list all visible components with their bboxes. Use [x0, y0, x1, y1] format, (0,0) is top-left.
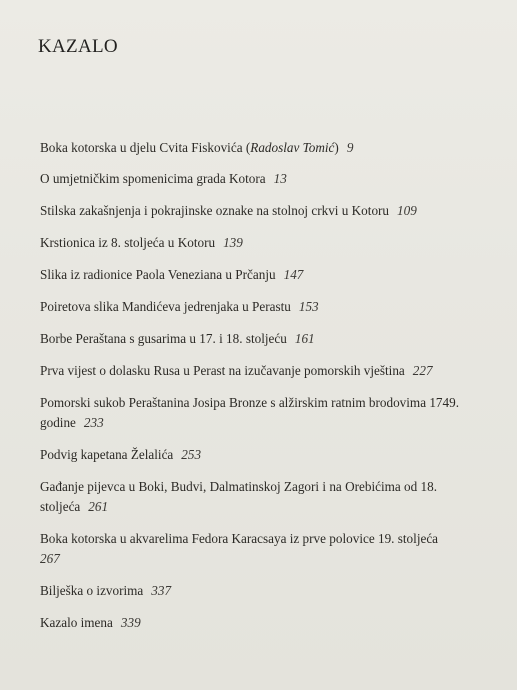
toc-entry-title: Poiretova slika Mandićeva jedrenjaka u Perastu: [40, 299, 291, 314]
toc-entry-title: Krstionica iz 8. stoljeća u Kotoru: [40, 235, 216, 250]
page-title: KAZALO: [38, 36, 118, 57]
toc-entry-page: 337: [151, 583, 172, 598]
toc-entry-page: 261: [88, 499, 109, 514]
toc-entry-page: 339: [120, 615, 141, 630]
toc-entry-page: 233: [83, 415, 104, 430]
toc-entry: [40, 297, 480, 317]
toc-entry-page: 161: [294, 331, 315, 346]
toc-entry-page: 153: [298, 299, 319, 314]
toc-entry: [40, 329, 480, 349]
toc-entry: [40, 529, 480, 569]
toc-entry: [40, 393, 480, 433]
toc-entry: [40, 169, 480, 189]
table-of-contents: [40, 138, 480, 633]
toc-entry: [40, 265, 480, 285]
toc-entry: [40, 361, 480, 381]
toc-entry-page: 139: [223, 235, 243, 250]
toc-entry-title: Borbe Peraštana s gusarima u 17. i 18. stoljeću: [40, 331, 287, 346]
toc-entry-title: Bilješka o izvorima: [40, 583, 144, 598]
toc-entry: [40, 445, 480, 465]
toc-entry: Boka kotorska u djelu Cvita Fiskovića (Radoslav Tomić) 9: [40, 140, 354, 155]
toc-entry-title: Boka kotorska u akvarelima Fedora Karacsaya iz prve polovice 19. stoljeća: [40, 531, 439, 546]
toc-entry-page: 147: [283, 267, 304, 282]
toc-entry-page: 109: [397, 203, 417, 218]
toc-entry-title: Slika iz radionice Paola Veneziana u Prčanju: [40, 267, 276, 282]
toc-entry-title: O umjetničkim spomenicima grada Kotora: [40, 171, 266, 186]
toc-entry: [40, 477, 480, 517]
toc-entry: [40, 613, 480, 633]
toc-entry-page: 9: [346, 140, 354, 155]
toc-entry: [40, 233, 480, 253]
toc-entry-title: Kazalo imena: [40, 615, 113, 630]
toc-entry-page: 13: [273, 171, 287, 186]
toc-entry-page: 253: [181, 447, 202, 462]
toc-entry-title: Prva vijest o dolasku Rusa u Perast na izučavanje pomorskih vještina: [40, 363, 405, 378]
toc-entry-title: Boka kotorska u djelu Cvita Fiskovića: [40, 140, 243, 155]
toc-entry-title: Podvig kapetana Želalića: [40, 447, 174, 462]
toc-entry-page: 227: [412, 363, 433, 378]
toc-entry: [40, 581, 480, 601]
toc-entry-author: Radoslav Tomić: [250, 140, 335, 155]
toc-entry-title: Pomorski sukob Peraštanina Josipa Bronze s alžirskim ratnim brodovima 1749. godine: [40, 395, 460, 430]
toc-entry-page: 267: [40, 551, 60, 566]
toc-entry-title: Stilska zakašnjenja i pokrajinske oznake na stolnoj crkvi u Kotoru: [40, 203, 390, 218]
toc-entry: [40, 201, 480, 221]
toc-entry-title: Gađanje pijevca u Boki, Budvi, Dalmatinskoj Zagori i na Orebićima od 18. stoljeća: [40, 479, 437, 514]
